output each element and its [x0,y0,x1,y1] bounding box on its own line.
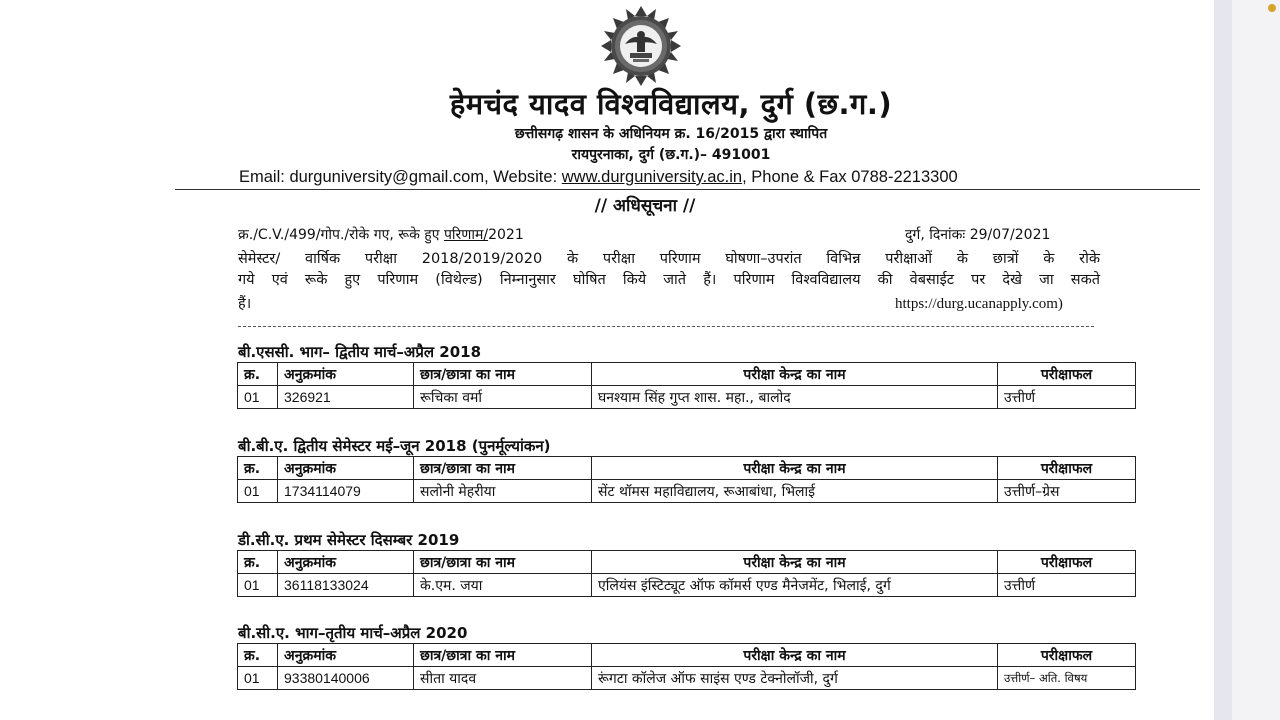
col-header-sno: क्र. [238,363,278,386]
col-header-center: परीक्षा केन्द्र का नाम [592,644,998,667]
cell-center: घनश्याम सिंह गुप्त शास. महा., बालोद [592,386,998,409]
col-header-roll: अनुक्रमांक [278,457,414,480]
cell-sno: 01 [238,386,278,409]
notice-heading: // अधिसूचना // [594,196,696,216]
dashed-divider [238,326,1094,327]
result-table [237,643,1136,690]
col-header-sno: क्र. [238,644,278,667]
cell-roll: 1734114079 [278,480,414,503]
ref-year: 2021 [488,227,524,243]
result-table [237,456,1136,503]
cell-name: के.एम. जया [414,574,592,597]
website-label: , Website: [484,168,562,186]
col-header-name: छात्र/छात्रा का नाम [414,551,592,574]
col-header-sno: क्र. [238,457,278,480]
col-header-result: परीक्षाफल [998,457,1136,480]
notice-body [238,249,1100,291]
header-divider [175,189,1200,190]
col-header-name: छात्र/छात्रा का नाम [414,457,592,480]
phone-fax: , Phone & Fax 0788-2213300 [742,168,958,186]
cell-result: उत्तीर्ण [998,574,1136,597]
reference-number [238,225,524,244]
cell-name: सलोनी मेहरीया [414,480,592,503]
address-line: रायपुरनाका, दुर्ग (छ.ग.)– 491001 [571,147,771,163]
col-header-result: परीक्षाफल [998,644,1136,667]
result-table [237,362,1136,409]
cell-result: उत्तीर्ण [998,386,1136,409]
section-title: बी.बी.ए. द्वितीय सेमेस्टर मई–जून 2018 (पुनर्मूल्यांकन) [238,437,551,455]
result-website-link[interactable]: https://durg.ucanapply.com) [895,296,1063,312]
col-header-roll: अनुक्रमांक [278,551,414,574]
col-header-roll: अनुक्रमांक [278,363,414,386]
cell-center: एलियंस इंस्टिट्यूट ऑफ कॉमर्स एण्ड मैनेजमेंट, भिलाई, दुर्ग [592,574,998,597]
col-header-name: छात्र/छात्रा का नाम [414,363,592,386]
next-section-cutoff [238,712,498,720]
cell-roll: 36118133024 [278,574,414,597]
notice-body-line: गये एवं रूके हुए परिणाम (विथेल्ड) निम्नानुसार घोषित किये जाते हैं। परिणाम विश्वविद्यालय की वेबसाईट पर देखे जा सकते [238,272,1100,288]
establishment-line: छत्तीसगढ़ शासन के अधिनियम क्र. 16/2015 द्वारा स्थापित [514,126,828,142]
section-title: बी.सी.ए. भाग–तृतीय मार्च–अप्रैल 2020 [238,624,468,642]
cell-center: सेंट थॉमस महाविद्यालय, रूआबांधा, भिलाई [592,480,998,503]
cell-sno: 01 [238,574,278,597]
table-row [238,574,1136,597]
email-label: Email: [239,168,290,186]
email-link[interactable]: durguniversity@gmail.com [289,168,485,186]
table-row [238,667,1136,690]
cell-result: उत्तीर्ण–ग्रेस [998,480,1136,503]
cell-center: रूंगटा कॉलेज ऑफ साइंस एण्ड टेक्नोलॉजी, दुर्ग [592,667,998,690]
col-header-name: छात्र/छात्रा का नाम [414,644,592,667]
cell-result: उत्तीर्ण– अति. विषय [998,667,1136,690]
university-seal-logo [592,6,690,86]
col-header-sno: क्र. [238,551,278,574]
ref-underlined: परिणाम/ [443,227,489,243]
section-title: बी.एससी. भाग– द्वितीय मार्च–अप्रैल 2018 [238,343,482,361]
col-header-center: परीक्षा केन्द्र का नाम [592,363,998,386]
table-row [238,386,1136,409]
cell-roll: 326921 [278,386,414,409]
result-table [237,550,1136,597]
section-title: डी.सी.ए. प्रथम सेमेस्टर दिसम्बर 2019 [238,531,460,549]
website-link[interactable]: www.durguniversity.ac.in [561,168,743,186]
cell-sno: 01 [238,667,278,690]
university-name: हेमचंद यादव विश्वविद्यालय, दुर्ग (छ.ग.) [449,87,893,121]
notice-date: दुर्ग, दिनांकः 29/07/2021 [905,227,1051,243]
cell-sno: 01 [238,480,278,503]
notice-body-line: हैं। [238,296,252,312]
col-header-center: परीक्षा केन्द्र का नाम [592,551,998,574]
table-header-row [238,457,1136,480]
ref-prefix: क्र./C.V./499/गोप./रोके गए, रूके हुए [238,227,444,243]
table-row [238,480,1136,503]
table-header-row [238,551,1136,574]
notice-body-line: सेमेस्टर/ वार्षिक परीक्षा 2018/2019/2020 के परीक्षा परिणाम घोषणा–उपरांत विभिन्न परीक्षाओं के छात्रों के रोके [238,251,1100,267]
cell-roll: 93380140006 [278,667,414,690]
col-header-center: परीक्षा केन्द्र का नाम [592,457,998,480]
cell-name: रूचिका वर्मा [414,386,592,409]
table-header-row [238,363,1136,386]
cell-name: सीता यादव [414,667,592,690]
notification-dot [1268,4,1276,12]
col-header-result: परीक्षाफल [998,363,1136,386]
col-header-roll: अनुक्रमांक [278,644,414,667]
contact-line [239,168,958,187]
table-header-row [238,644,1136,667]
col-header-result: परीक्षाफल [998,551,1136,574]
